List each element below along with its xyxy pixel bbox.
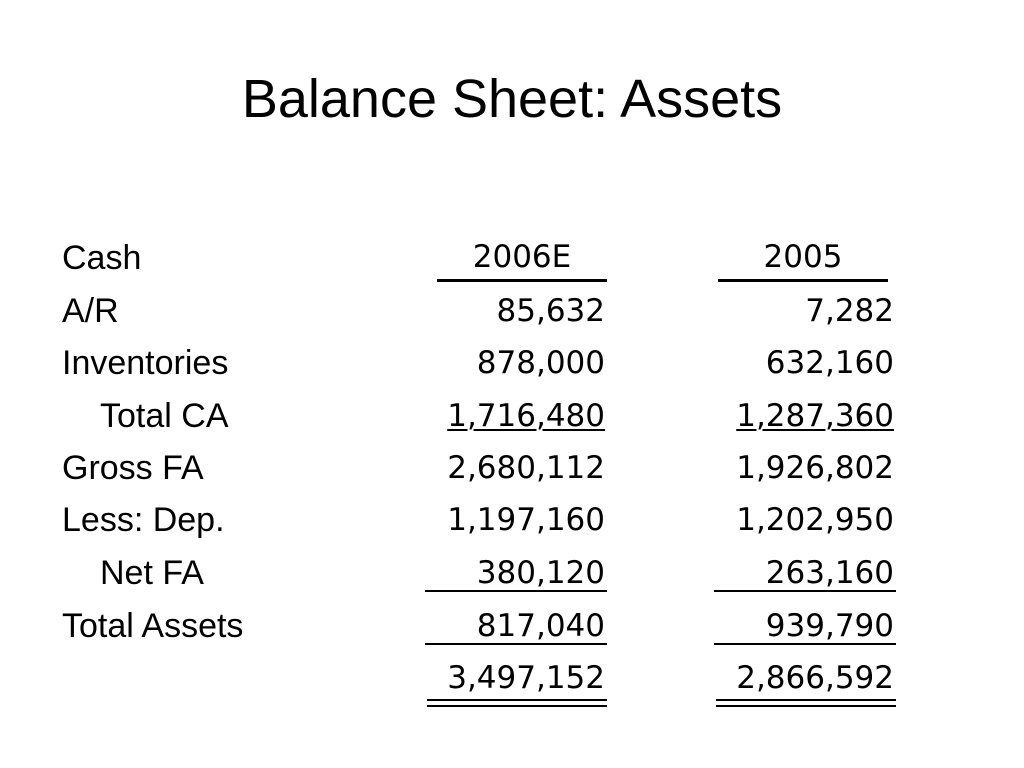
value-less-dep-2005: 1,202,950	[736, 502, 894, 538]
row-label-total-assets: Total Assets	[62, 607, 244, 645]
value-ar-2005: 7,282	[805, 293, 894, 329]
double-underline-top	[716, 699, 896, 701]
value-underline	[714, 643, 896, 645]
value-underline	[425, 590, 607, 592]
value-net-fa-2005: 263,160	[765, 555, 894, 591]
slide-title: Balance Sheet: Assets	[241, 69, 783, 129]
value-underline	[714, 590, 896, 592]
value-total-assets-2005: 939,790	[765, 608, 894, 644]
value-ar-2006e: 85,632	[496, 293, 605, 329]
column-header-underline	[718, 279, 888, 282]
row-label-total-ca: Total CA	[100, 397, 229, 435]
double-underline-bottom	[716, 705, 896, 707]
value-inventories-2005: 632,160	[765, 345, 894, 381]
value-gross-fa-2005: 1,926,802	[736, 450, 894, 486]
value-grand-total-2006e: 3,497,152	[447, 660, 605, 696]
value-total-assets-2006e: 817,040	[476, 608, 605, 644]
value-inventories-2006e: 878,000	[476, 345, 605, 381]
value-total-ca-2005: 1,287,360	[736, 398, 894, 434]
value-total-ca-2006e: 1,716,480	[447, 398, 605, 434]
column-header-underline	[437, 279, 607, 282]
column-header-2005: 2005	[763, 239, 843, 275]
double-underline-bottom	[427, 705, 607, 707]
value-underline	[425, 643, 607, 645]
value-gross-fa-2006e: 2,680,112	[447, 450, 605, 486]
row-label-inventories: Inventories	[62, 344, 229, 382]
row-label-less-dep: Less: Dep.	[62, 501, 225, 539]
value-net-fa-2006e: 380,120	[476, 555, 605, 591]
value-less-dep-2006e: 1,197,160	[447, 502, 605, 538]
row-label-cash: Cash	[62, 239, 142, 277]
column-header-2006e: 2006E	[472, 239, 572, 275]
row-label-net-fa: Net FA	[100, 554, 204, 592]
row-label-gross-fa: Gross FA	[62, 449, 204, 487]
value-grand-total-2005: 2,866,592	[736, 660, 894, 696]
double-underline-top	[427, 699, 607, 701]
row-label-ar: A/R	[62, 292, 119, 330]
